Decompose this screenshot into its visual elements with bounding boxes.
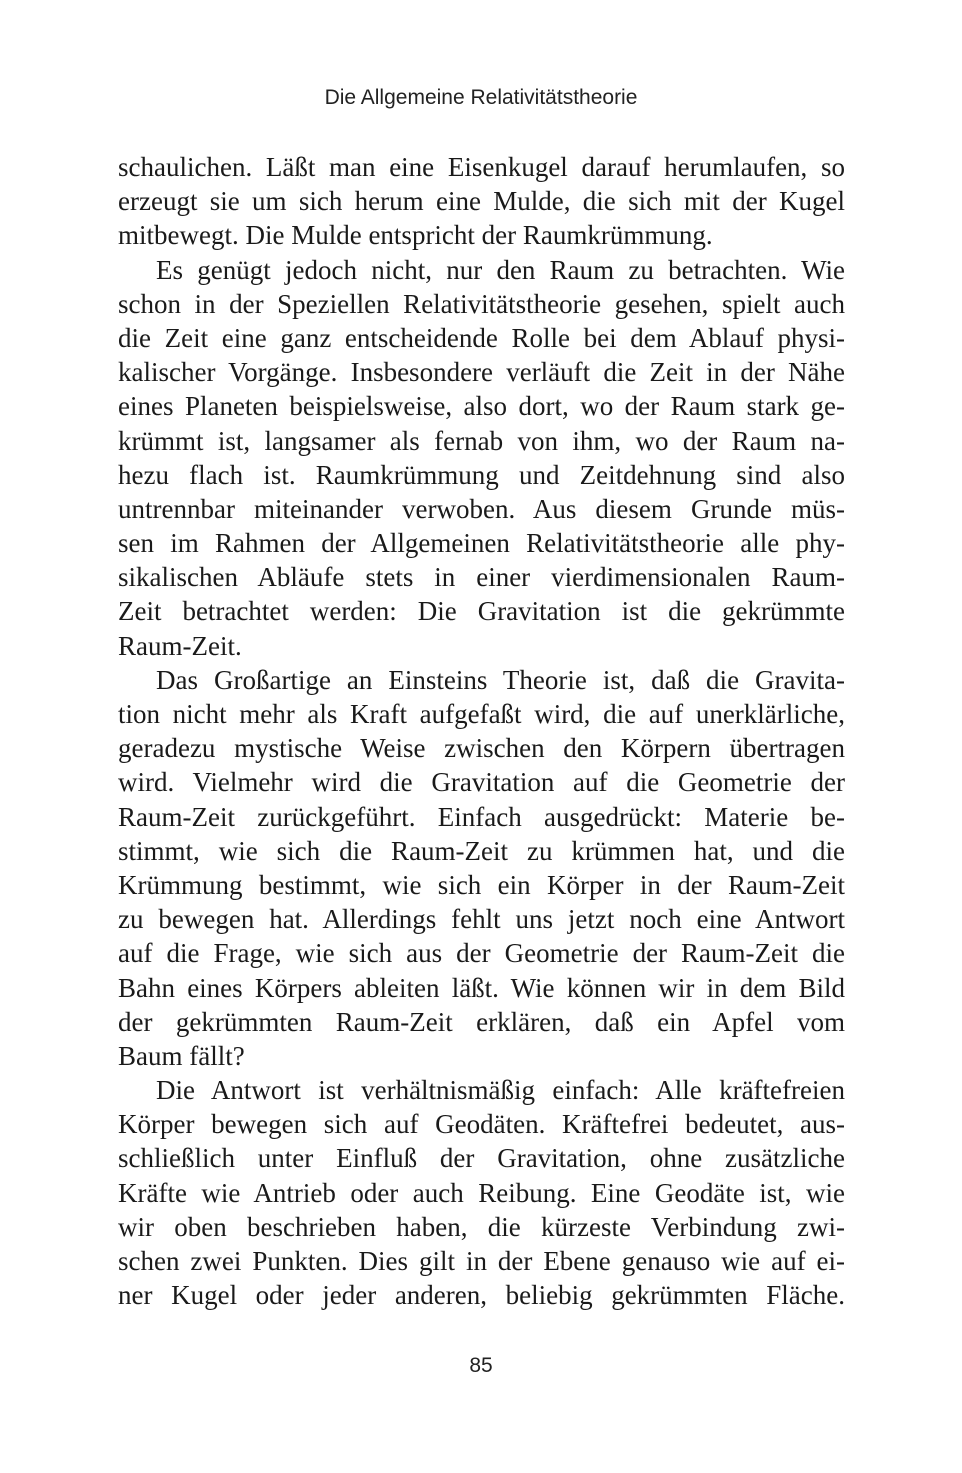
text-line: wird. Vielmehr wird die Gravitation auf die Geometrie der [118,767,845,798]
text-line: Die Antwort ist verhältnismäßig einfach: Alle kräftefreien [156,1075,845,1106]
text-line: Bahn eines Körpers ableiten läßt. Wie können wir in dem Bild [118,972,845,1003]
text-line: der gekrümmten Raum-Zeit erklären, daß ein Apfel vom [118,1006,845,1037]
page-number: 85 [469,1354,493,1377]
text-line: untrennbar miteinander verwoben. Aus diesem Grunde müs- [118,493,845,524]
text-line: ner Kugel oder jeder anderen, beliebig gekrümmten Fläche. [118,1280,845,1311]
text-line: Baum fällt? [118,1040,245,1071]
text-line: hezu flach ist. Raumkrümmung und Zeitdehnung sind also [118,459,845,490]
text-line: Raum-Zeit. [118,630,242,661]
text-line: sen im Rahmen der Allgemeinen Relativitätstheorie alle phy- [118,528,845,559]
text-line: eines Planeten beispielsweise, also dort, wo der Raum stark ge- [118,391,845,422]
text-line: sikalischen Abläufe stets in einer vierdimensionalen Raum- [118,562,845,593]
text-line: erzeugt sie um sich herum eine Mulde, die sich mit der Kugel [118,186,845,217]
text-line: Das Großartige an Einsteins Theorie ist, daß die Gravita- [156,664,845,695]
text-line: wir oben beschrieben haben, die kürzeste Verbindung zwi- [118,1211,845,1242]
text-line: tion nicht mehr als Kraft aufgefaßt wird, die auf unerklärliche, [118,699,845,729]
paragraph [118,1073,845,1312]
text-line: Zeit betrachtet werden: Die Gravitation ist die gekrümmte [118,596,845,627]
text-line: Krümmung bestimmt, wie sich ein Körper in der Raum-Zeit [118,869,845,900]
text-line: mitbewegt. Die Mulde entspricht der Raumkrümmung. [118,220,713,251]
text-line: die Zeit eine ganz entscheidende Rolle bei dem Ablauf physi- [118,322,845,353]
paragraph [118,253,845,663]
text-line: auf die Frage, wie sich aus der Geometrie der Raum-Zeit die [118,938,845,969]
text-line: zu bewegen hat. Allerdings fehlt uns jetzt noch eine Antwort [118,904,845,935]
text-line: schaulichen. Läßt man eine Eisenkugel darauf herumlaufen, so [118,152,845,182]
text-line: schen zwei Punkten. Dies gilt in der Ebene genauso wie auf ei- [118,1246,845,1276]
text-line: Es genügt jedoch nicht, nur den Raum zu betrachten. Wie [156,254,845,285]
body-text [118,150,845,1312]
text-line: geradezu mystische Weise zwischen den Körpern übertragen [118,733,845,764]
text-line: krümmt ist, langsamer als fernab von ihm, wo der Raum na- [118,425,845,456]
text-line: schon in der Speziellen Relativitätstheorie gesehen, spielt auch [118,288,845,319]
text-line: Raum-Zeit zurückgeführt. Einfach ausgedrückt: Materie be- [118,801,845,832]
running-head-title: Die Allgemeine Relativitätstheorie [324,86,638,109]
text-line: stimmt, wie sich die Raum-Zeit zu krümmen hat, und die [118,835,845,866]
text-line: kalischer Vorgänge. Insbesondere verläuft die Zeit in der Nähe [118,357,845,388]
text-line: Körper bewegen sich auf Geodäten. Kräftefrei bedeutet, aus- [118,1109,845,1140]
paragraph [118,150,845,253]
paragraph [118,663,845,1073]
text-line: schließlich unter Einfluß der Gravitation, ohne zusätzliche [118,1143,845,1174]
text-line: Kräfte wie Antrieb oder auch Reibung. Eine Geodäte ist, wie [118,1177,845,1208]
